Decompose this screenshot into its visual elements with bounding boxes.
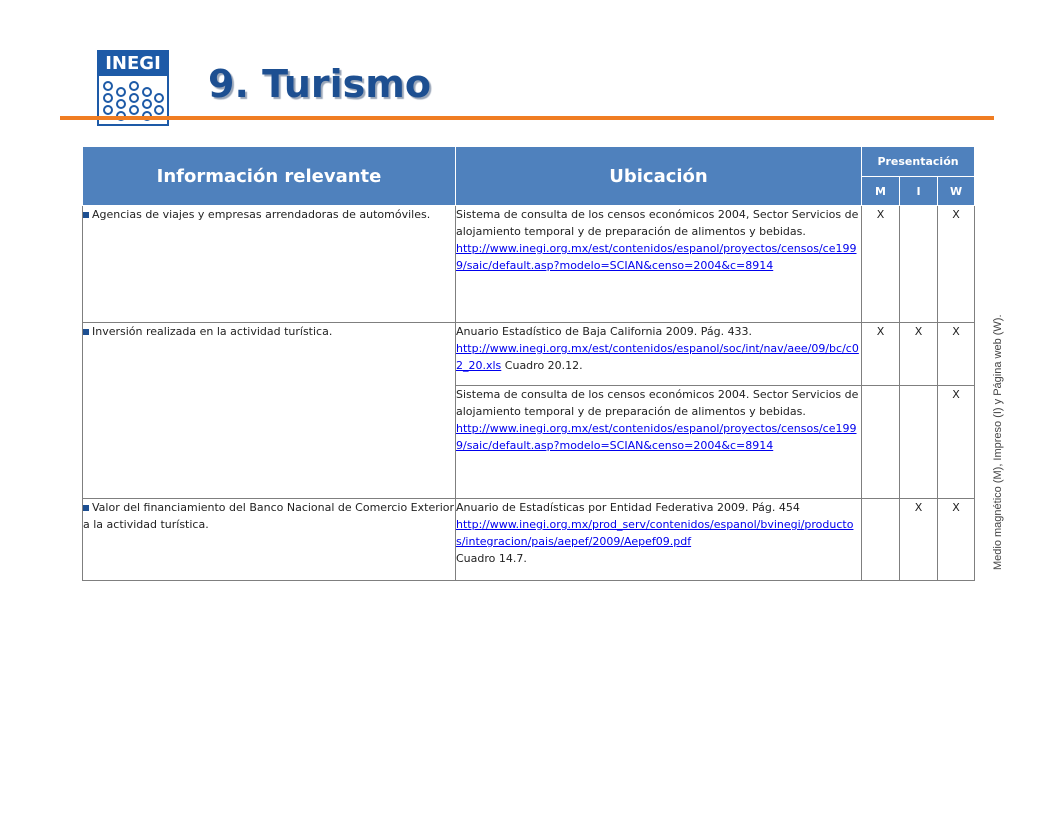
bullet-icon: [83, 505, 89, 511]
mark-w: X: [938, 206, 975, 323]
mark-i: X: [900, 499, 938, 581]
info-table: [82, 146, 975, 581]
location-cell: [456, 386, 862, 499]
header-w: W: [938, 177, 975, 206]
header-presentation: Presentación: [862, 147, 975, 177]
mark-m: X: [862, 206, 900, 323]
info-cell: [83, 323, 456, 499]
location-cell: [456, 499, 862, 581]
mark-i: [900, 206, 938, 323]
header-i: I: [900, 177, 938, 206]
location-cell: [456, 206, 862, 323]
source-link[interactable]: http://www.inegi.org.mx/prod_serv/contenidos/espanol/bvinegi/productos/integracion/pais/aepef/2009/Aepef09.pdf: [456, 518, 854, 548]
source-link[interactable]: http://www.inegi.org.mx/est/contenidos/espanol/proyectos/censos/ce1999/saic/default.asp?modelo=SCIAN&censo=2004&c=8914: [456, 242, 857, 272]
bullet-icon: [83, 212, 89, 218]
location-cell: [456, 323, 862, 386]
location-text: Sistema de consulta de los censos económicos 2004, Sector Servicios de alojamiento temporal y de preparación de alimentos y bebidas.: [456, 208, 859, 238]
mark-m: [862, 499, 900, 581]
table-row: [83, 323, 975, 386]
table-row: [83, 206, 975, 323]
source-link[interactable]: http://www.inegi.org.mx/est/contenidos/espanol/soc/int/nav/aee/09/bc/c02_20.xls: [456, 342, 859, 372]
inegi-logo: [97, 50, 169, 126]
location-text: Anuario de Estadísticas por Entidad Federativa 2009. Pág. 454: [456, 501, 800, 514]
presentation-legend: Medio magnético (M), Impreso (I) y Página web (W).: [992, 314, 1004, 570]
page-title: 9. Turismo: [208, 62, 431, 106]
info-text: Agencias de viajes y empresas arrendadoras de automóviles.: [92, 208, 431, 221]
mark-m: X: [862, 323, 900, 386]
bullet-icon: [83, 329, 89, 335]
mark-w: X: [938, 323, 975, 386]
mark-m: [862, 386, 900, 499]
info-text: Inversión realizada en la actividad turística.: [92, 325, 333, 338]
table-row: [83, 499, 975, 581]
header-location: Ubicación: [456, 147, 862, 206]
header-m: M: [862, 177, 900, 206]
mark-w: X: [938, 499, 975, 581]
mark-w: X: [938, 386, 975, 499]
mark-i: X: [900, 323, 938, 386]
info-text: Valor del financiamiento del Banco Nacional de Comercio Exterior a la actividad turística.: [83, 501, 455, 531]
info-cell: [83, 206, 456, 323]
location-after: Cuadro 14.7.: [456, 552, 527, 565]
source-link[interactable]: http://www.inegi.org.mx/est/contenidos/espanol/proyectos/censos/ce1999/saic/default.asp?modelo=SCIAN&censo=2004&c=8914: [456, 422, 857, 452]
logo-text: INEGI: [99, 52, 167, 76]
title-underline: [60, 116, 994, 120]
location-after: Cuadro 20.12.: [501, 359, 583, 372]
mark-i: [900, 386, 938, 499]
info-cell: [83, 499, 456, 581]
header-info: Información relevante: [83, 147, 456, 206]
location-text: Sistema de consulta de los censos económicos 2004. Sector Servicios de alojamiento temporal y de preparación de alimentos y bebidas.: [456, 388, 859, 418]
location-text: Anuario Estadístico de Baja California 2009. Pág. 433.: [456, 325, 753, 338]
